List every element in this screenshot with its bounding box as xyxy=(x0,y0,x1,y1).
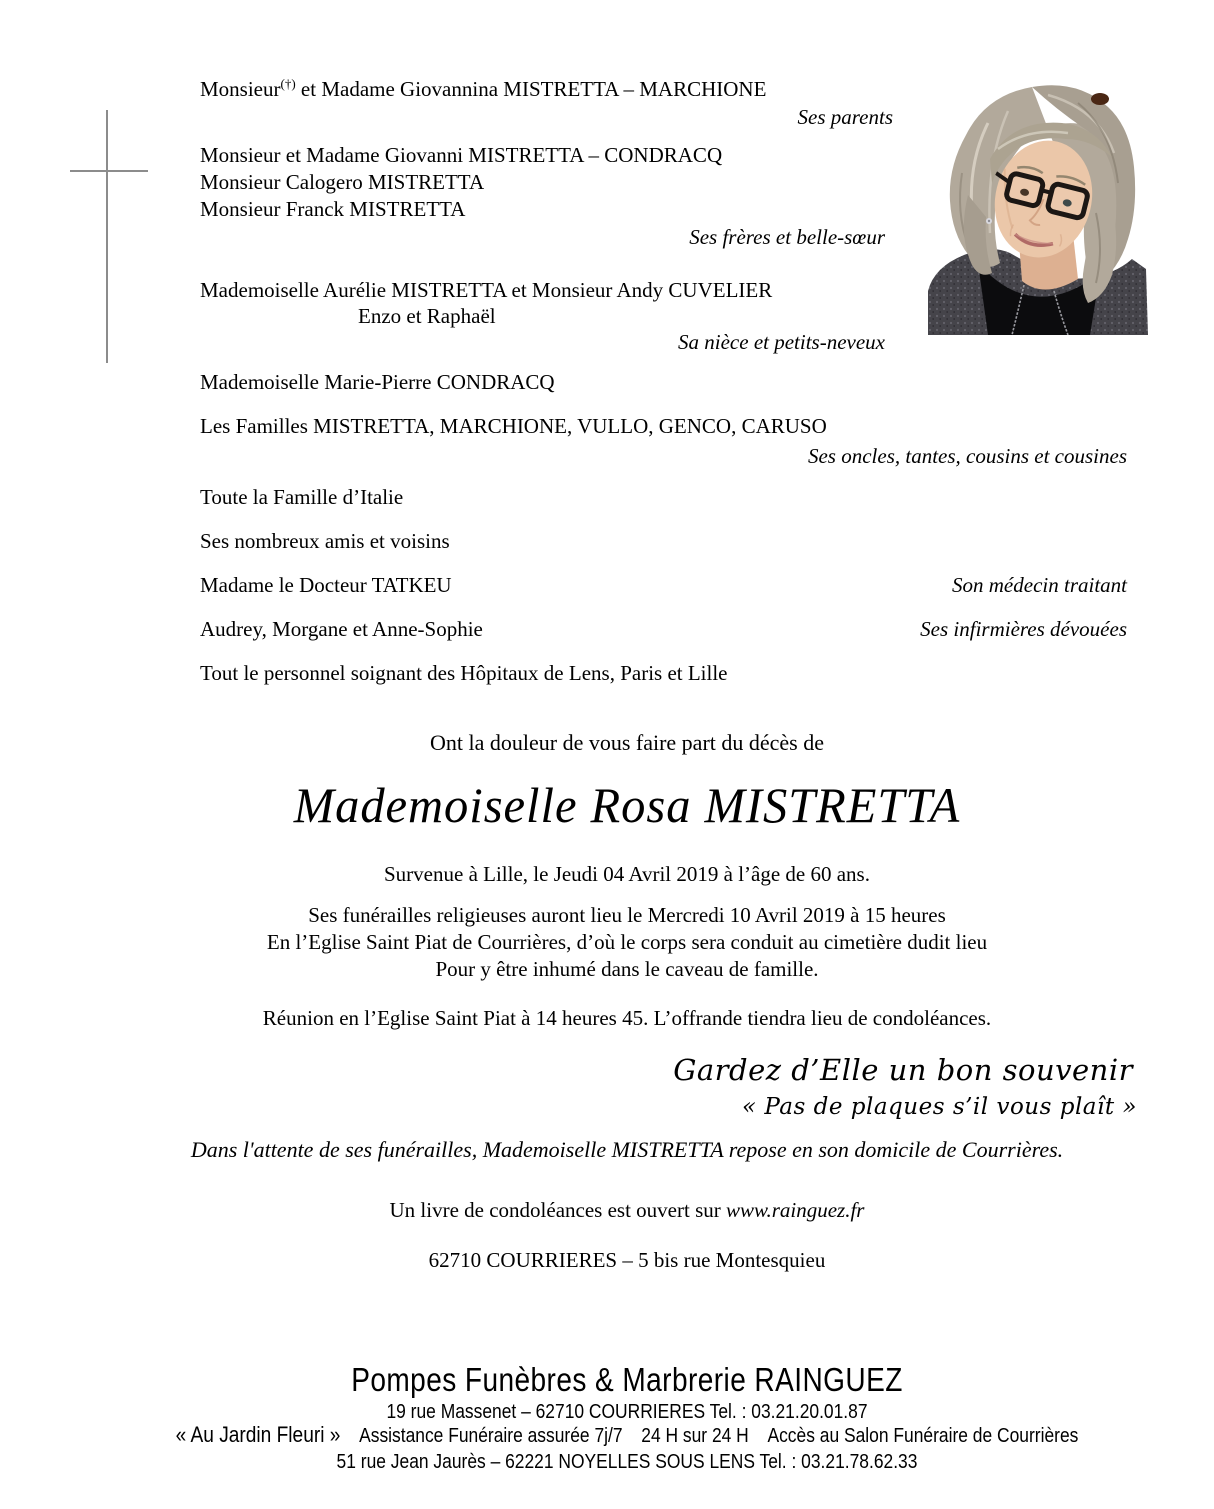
doctor-label: Son médecin traitant xyxy=(952,573,1127,597)
repose-line: Dans l'attente de ses funérailles, Mademoiselle MISTRETTA repose en son domicile de Courrières. xyxy=(190,1137,1064,1162)
memorial-cross-vertical xyxy=(106,110,108,363)
funeral-line-3: Pour y être inhumé dans le caveau de famille. xyxy=(435,957,819,981)
brothers-block xyxy=(200,142,722,223)
funeral-home-address-1: 19 rue Massenet – 62710 COURRIERES Tel. : 03.21.20.01.87 xyxy=(386,1400,868,1423)
parents-line-pre: Monsieur xyxy=(200,77,281,101)
niece-children-line: Enzo et Raphaël xyxy=(358,304,496,328)
portrait-photo xyxy=(928,83,1148,335)
home-address-line: 62710 COURRIERES – 5 bis rue Montesquieu xyxy=(428,1248,826,1272)
funeral-details-block xyxy=(40,902,1214,983)
funeral-home-address-2: 51 rue Jean Jaurès – 62221 NOYELLES SOUS LENS Tel. : 03.21.78.62.33 xyxy=(336,1450,918,1473)
friends-line: Ses nombreux amis et voisins xyxy=(200,529,450,553)
condolence-book-line xyxy=(40,1197,1214,1224)
brothers-label: Ses frères et belle-sœur xyxy=(689,225,885,249)
portrait-photo-svg xyxy=(928,83,1148,335)
niece-label: Sa nièce et petits-neveux xyxy=(678,330,885,354)
families-line: Les Familles MISTRETTA, MARCHIONE, VULLO, GENCO, CARUSO xyxy=(200,414,827,438)
doctor-line: Madame le Docteur TATKEU xyxy=(200,573,452,597)
brothers-line-2: Monsieur Calogero MISTRETTA xyxy=(200,170,485,194)
funeral-home-service-1: Assistance Funéraire assurée 7j/7 xyxy=(359,1424,623,1447)
death-line: Survenue à Lille, le Jeudi 04 Avril 2019 à l’âge de 60 ans. xyxy=(384,862,870,886)
doctor-row xyxy=(200,572,1127,599)
deceased-name-title: Mademoiselle Rosa MISTRETTA xyxy=(293,777,961,833)
parents-line-post: et Madame Giovannina MISTRETTA – MARCHIONE xyxy=(300,77,767,101)
niece-line: Mademoiselle Aurélie MISTRETTA et Monsieur Andy CUVELIER xyxy=(200,278,773,302)
cousin-line: Mademoiselle Marie-Pierre CONDRACQ xyxy=(200,370,555,394)
funeral-home-services-row xyxy=(128,1422,1126,1449)
parents-line xyxy=(200,70,766,103)
nurses-row xyxy=(200,616,1127,643)
brothers-line-1: Monsieur et Madame Giovanni MISTRETTA – CONDRACQ xyxy=(200,143,723,167)
funeral-line-1: Ses funérailles religieuses auront lieu le Mercredi 10 Avril 2019 à 15 heures xyxy=(308,903,946,927)
funeral-line-2: En l’Eglise Saint Piat de Courrières, d’où le corps sera conduit au cimetière dudit lieu xyxy=(266,930,988,954)
souvenir-line: Gardez d’Elle un bon souvenir xyxy=(673,1053,1133,1087)
condolence-book-url: www.rainguez.fr xyxy=(726,1198,865,1222)
funeral-home-brand: « Au Jardin Fleuri » xyxy=(175,1422,341,1447)
announcement-intro: Ont la douleur de vous faire part du décès de xyxy=(429,730,825,755)
funeral-home-service-3: Accès au Salon Funéraire de Courrières xyxy=(767,1424,1079,1447)
deceased-dagger-mark: (†) xyxy=(280,76,296,91)
italy-line: Toute la Famille d’Italie xyxy=(200,485,404,509)
funeral-home-name: Pompes Funèbres & Marbrerie RAINGUEZ xyxy=(351,1361,903,1398)
meeting-line: Réunion en l’Eglise Saint Piat à 14 heures 45. L’offrande tiendra lieu de condoléances. xyxy=(262,1006,992,1030)
funeral-home-service-2: 24 H sur 24 H xyxy=(641,1424,749,1447)
staff-line: Tout le personnel soignant des Hôpitaux de Lens, Paris et Lille xyxy=(200,661,728,685)
condolence-book-text: Un livre de condoléances est ouvert sur xyxy=(389,1198,721,1222)
nurses-line: Audrey, Morgane et Anne-Sophie xyxy=(200,617,483,641)
nurses-label: Ses infirmières dévouées xyxy=(920,617,1127,641)
brothers-line-3: Monsieur Franck MISTRETTA xyxy=(200,197,466,221)
memorial-cross-horizontal xyxy=(70,170,148,172)
families-label: Ses oncles, tantes, cousins et cousines xyxy=(807,444,1127,468)
parents-label: Ses parents xyxy=(797,105,893,129)
no-plaques-line: « Pas de plaques s’il vous plaît » xyxy=(741,1094,1137,1120)
